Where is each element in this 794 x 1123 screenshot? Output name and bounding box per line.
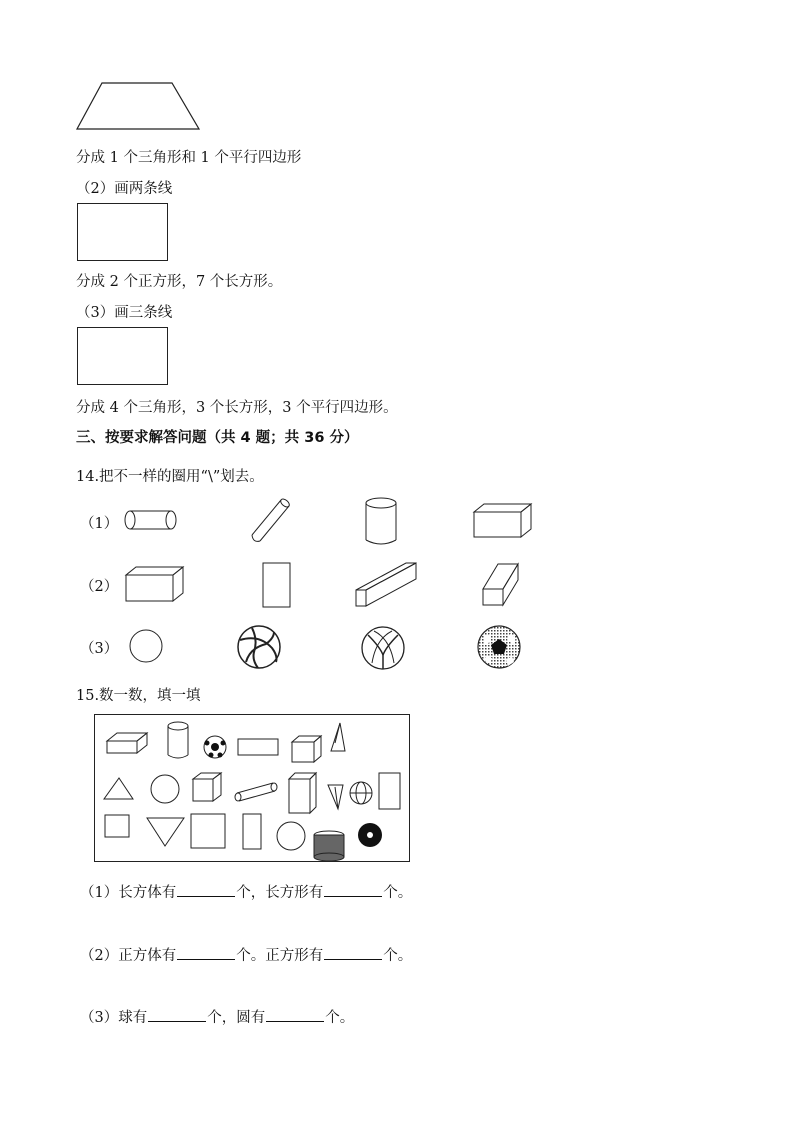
square-count-blank[interactable]	[324, 945, 382, 960]
volleyball-icon	[236, 624, 282, 670]
cuboid-tilted-icon	[480, 561, 522, 609]
cylinder-standing-icon	[362, 496, 400, 548]
q15-q3-text-a: （3）球有	[80, 1010, 148, 1026]
q14-row2-label: （2）	[80, 579, 119, 595]
rectangle-count-blank[interactable]	[324, 882, 382, 897]
cuboid-icon	[472, 502, 534, 540]
rectangle-figure-2	[77, 203, 168, 261]
cylinder-lying-icon	[124, 509, 180, 533]
q15-q3-text-c: 个。	[325, 1010, 355, 1026]
sphere-count-blank[interactable]	[148, 1007, 206, 1022]
q13-part3-text: 分成 4 个三角形，3 个长方形，3 个平行四边形。	[76, 400, 398, 416]
q13-part2-text: 分成 2 个正方形，7 个长方形。	[76, 274, 283, 290]
cuboid-long-tilted-icon	[354, 560, 420, 608]
q15-q2-text-b: 个。正方形有	[236, 948, 324, 964]
circle-count-blank[interactable]	[266, 1007, 324, 1022]
cuboid-icon	[124, 565, 186, 603]
q15-q1-text-b: 个，长方形有	[236, 885, 324, 901]
q15-question-1	[80, 881, 412, 902]
q15-q2-text-c: 个。	[383, 948, 413, 964]
q13-part1-text: 分成 1 个三角形和 1 个平行四边形	[76, 150, 302, 166]
rectangle-figure-3	[77, 327, 168, 385]
q14-row1-label: （1）	[80, 516, 119, 532]
section-heading: 三、按要求解答问题（共 4 题；共 36 分）	[76, 430, 359, 446]
q15-q1-text-c: 个。	[383, 885, 413, 901]
q13-part2-title: （2）画两条线	[76, 181, 173, 197]
q13-part3-title: （3）画三条线	[76, 305, 173, 321]
q14-title: 14.把不一样的圈用“\”划去。	[76, 469, 264, 485]
q14-row3-label: （3）	[80, 641, 119, 657]
q15-question-2	[80, 944, 412, 965]
cube-count-blank[interactable]	[177, 945, 235, 960]
shapes-picture-frame	[94, 714, 410, 862]
trapezoid-figure	[76, 82, 202, 132]
circle-icon	[127, 627, 165, 665]
q15-q1-text-a: （1）长方体有	[80, 885, 177, 901]
mixed-shapes-icon	[95, 715, 411, 863]
cuboid-count-blank[interactable]	[177, 882, 235, 897]
cylinder-tilted-icon	[248, 497, 294, 545]
q15-q2-text-a: （2）正方体有	[80, 948, 177, 964]
q15-question-3	[80, 1006, 354, 1027]
q15-title: 15.数一数，填一填	[76, 688, 201, 704]
volleyball-icon	[360, 625, 406, 671]
q15-q3-text-b: 个，圆有	[207, 1010, 266, 1026]
soccer-ball-icon	[476, 624, 522, 670]
rectangle-icon	[260, 561, 294, 609]
